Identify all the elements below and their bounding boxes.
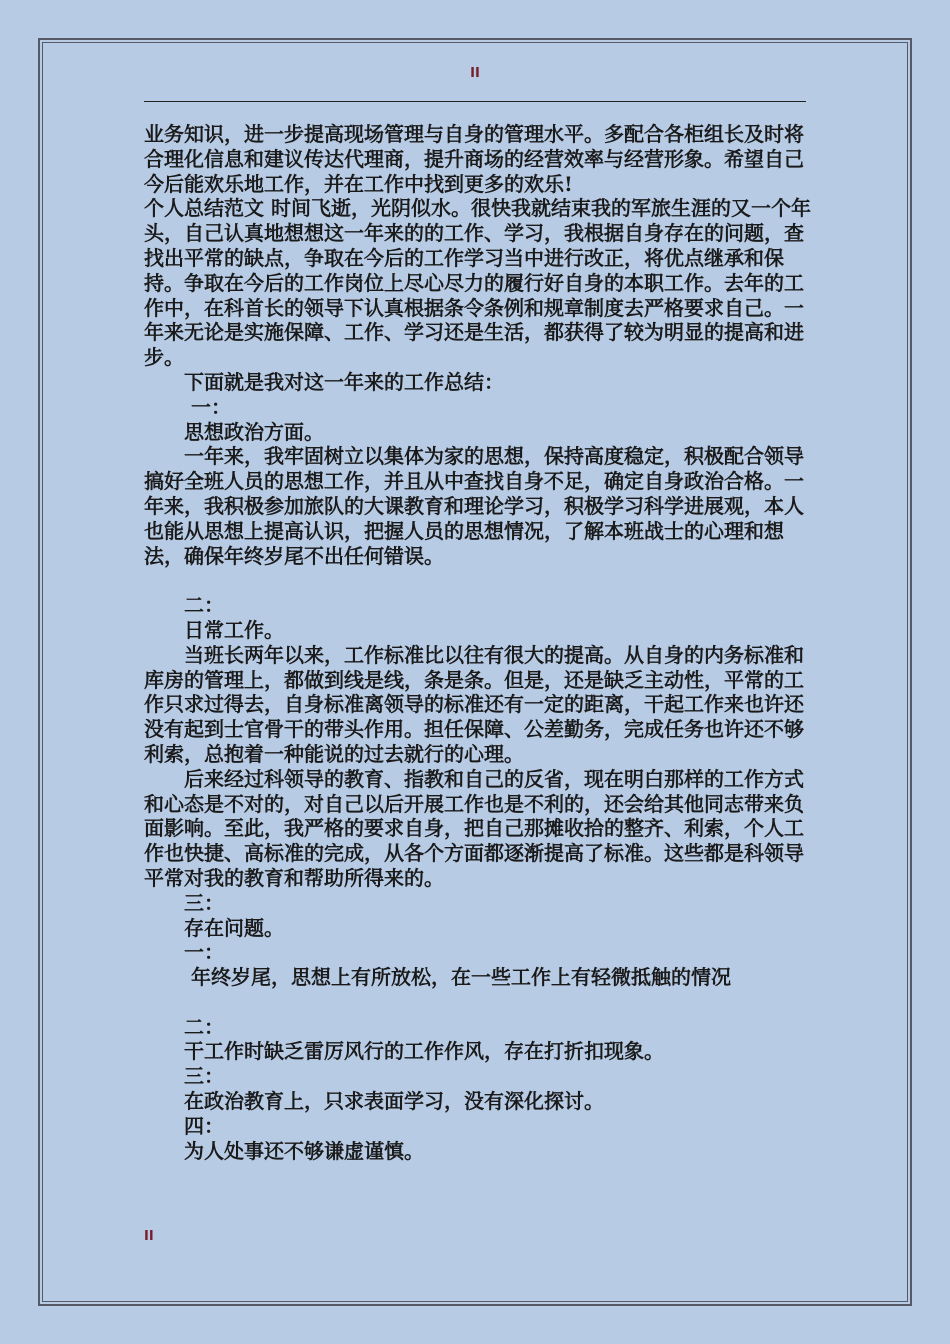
- issue-2-number: 二：: [184, 1014, 224, 1039]
- issue-2-text: 干工作时缺乏雷厉风行的工作作风，存在打折扣现象。: [184, 1039, 664, 1064]
- section-2-text-2: 后来经过科领导的教育、指教和自己的反省，现在明白那样的工作方式和心态是不对的，对自己以后开展工作也是不利的，还会给其他同志带来负面影响。至此，我严格的要求自身，把自己那摊收拾的整齐、利索，个人工作也快捷、高标准的完成，从各个方面都逐渐提高了标准。这些都是科领导平常对我的教育和帮助所得来的。: [144, 766, 804, 890]
- paragraph-3: 下面就是我对这一年来的工作总结：: [184, 369, 504, 394]
- section-2-text-1: 当班长两年以来，工作标准比以往有很大的提高。从自身的内务标准和库房的管理上，都做到线是线，条是条。但是，还是缺乏主动性，平常的工作只求过得去，自身标准离领导的标准还有一定的距离，干起工作来也许还没有起到士官骨干的带头作用。担任保障、公差勤务，完成任务也许还不够利索，总抱着一种能说的过去就行的心理。: [144, 642, 804, 766]
- paragraph-2: 个人总结范文 时间飞逝，光阴似水。很快我就结束我的军旅生涯的又一个年头，自己认真地想想这一年来的的工作、学习，我根据自身存在的问题，查找出平常的缺点，争取在今后的工作学习当中进行改正，将优点继承和保持。争取在今后的工作岗位上尽心尽力的履行好自身的本职工作。去年的工作中，在科首长的领导下认真根据条令条例和规章制度去严格要求自己。一年来无论是实施保障、工作、学习还是生活，都获得了较为明显的提高和进步。: [144, 196, 811, 370]
- section-1-text: 一年来，我牢固树立以集体为家的思想，保持高度稳定，积极配合领导搞好全班人员的思想工作，并且从中查找自身不足，确定自身政治合格。一年来，我积极参加旅队的大课教育和理论学习，积极学习科学进展观，本人也能从思想上提高认识，把握人员的思想情况，了解本班战士的心理和想法，确保年终岁尾不出任何错误。: [144, 444, 804, 568]
- issue-1-text: 年终岁尾，思想上有所放松，在一些工作上有轻微抵触的情况: [184, 965, 731, 990]
- section-2-title: 日常工作。: [184, 617, 284, 642]
- issue-4-text: 为人处事还不够谦虚谨慎。: [184, 1138, 424, 1163]
- blank-line: [144, 568, 812, 593]
- issue-1-number: 一：: [184, 940, 224, 965]
- section-3-title: 存在问题。: [184, 915, 284, 940]
- section-1-number: 一：: [184, 394, 231, 419]
- section-2-number: 二：: [184, 593, 224, 618]
- header-rule: [144, 101, 806, 102]
- issue-3-text: 在政治教育上，只求表面学习，没有深化探讨。: [184, 1089, 604, 1114]
- issue-3-number: 三：: [184, 1064, 224, 1089]
- paragraph-1: 业务知识，进一步提高现场管理与自身的管理水平。多配合各柜组长及时将合理化信息和建议传达代理商，提升商场的经营效率与经营形象。希望自己今后能欢乐地工作，并在工作中找到更多的欢乐!: [144, 122, 804, 196]
- section-3-number: 三：: [184, 890, 224, 915]
- section-1-title: 思想政治方面。: [184, 419, 324, 444]
- document-body: [144, 122, 812, 1163]
- footer-mark: II: [144, 1229, 154, 1244]
- header-mark: II: [470, 66, 480, 81]
- issue-4-number: 四：: [184, 1113, 224, 1138]
- blank-line: [144, 990, 812, 1015]
